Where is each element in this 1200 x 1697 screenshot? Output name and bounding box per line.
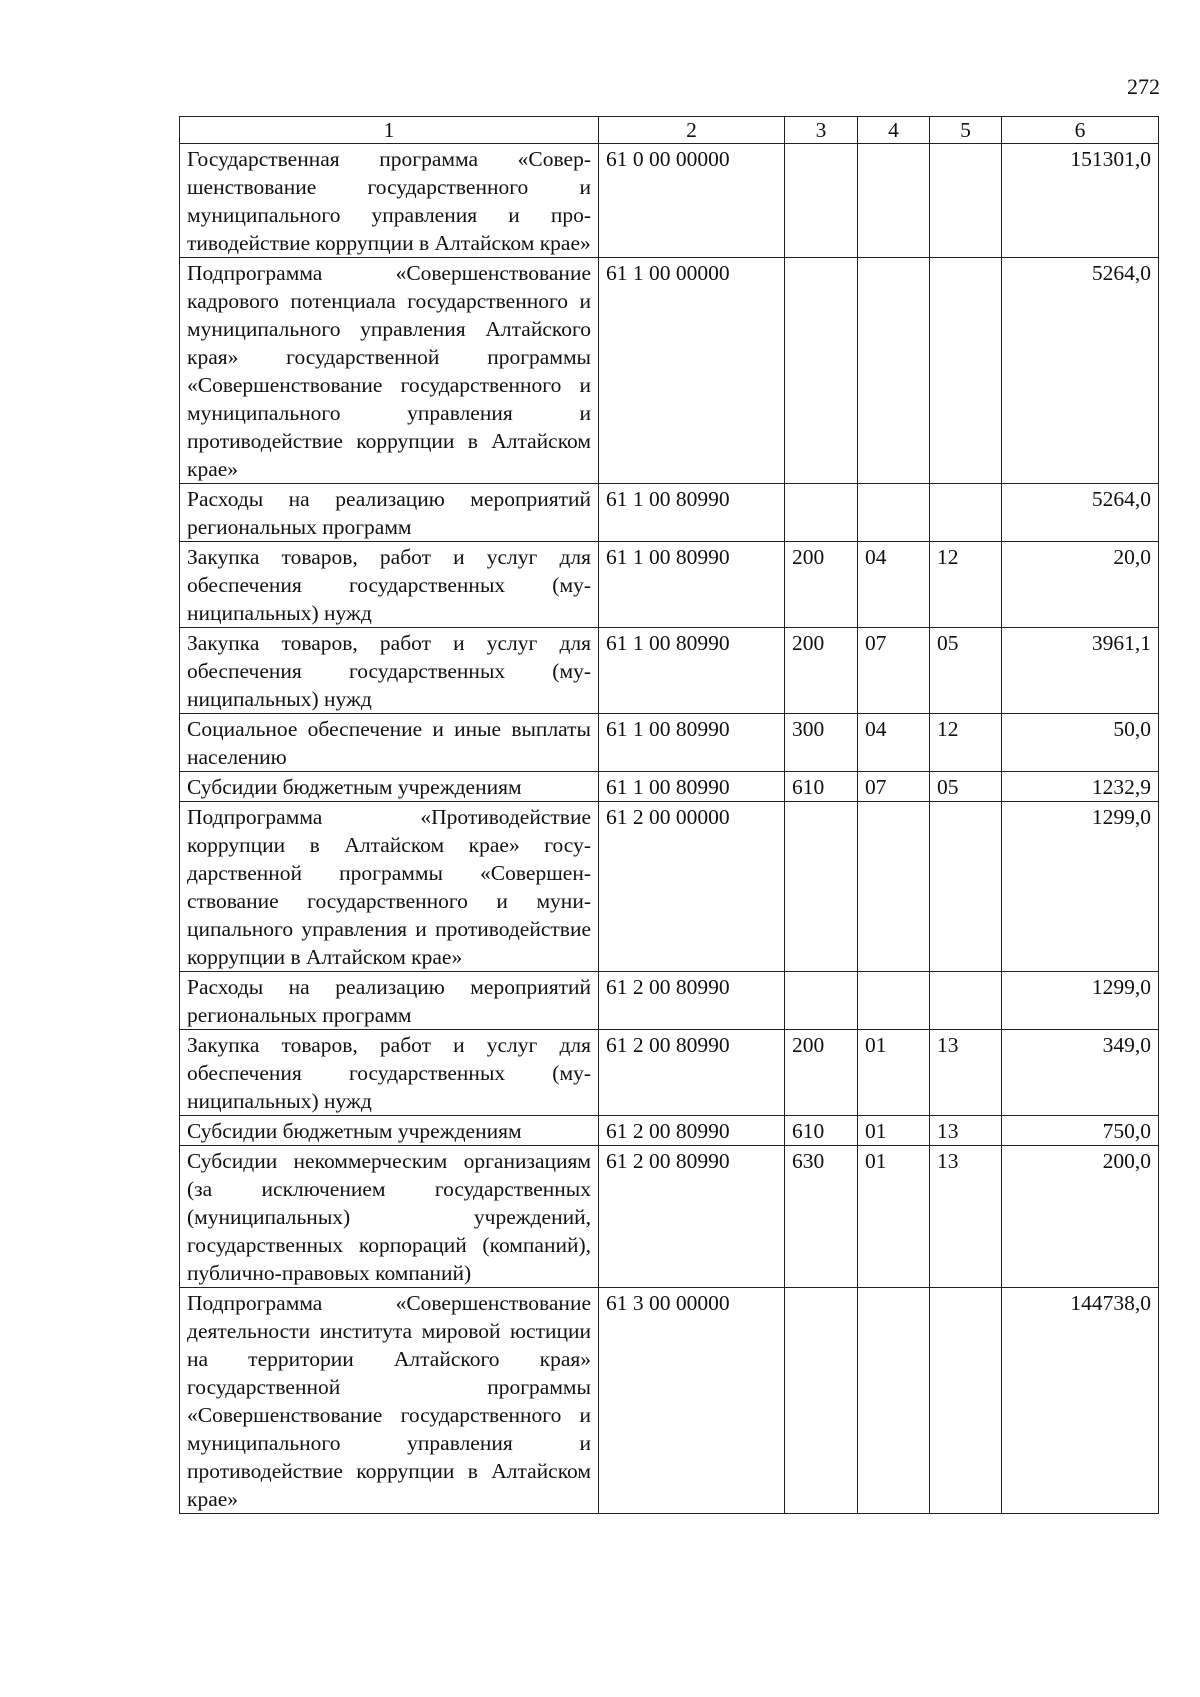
row-col4: 07 [858, 772, 930, 802]
row-code: 61 2 00 80990 [599, 1030, 785, 1116]
row-col3: 200 [785, 628, 858, 714]
row-code: 61 2 00 80990 [599, 1146, 785, 1288]
row-col4 [858, 484, 930, 542]
row-col3 [785, 484, 858, 542]
row-col3: 200 [785, 1030, 858, 1116]
row-amount: 20,0 [1002, 542, 1159, 628]
table-row [180, 1116, 1159, 1146]
row-name: Субсидии бюджетным учреждениям [180, 1116, 599, 1146]
row-code: 61 1 00 80990 [599, 714, 785, 772]
row-col3 [785, 1288, 858, 1514]
row-col5 [930, 484, 1002, 542]
row-col5: 12 [930, 714, 1002, 772]
row-col3 [785, 802, 858, 972]
row-code: 61 1 00 80990 [599, 772, 785, 802]
row-amount: 200,0 [1002, 1146, 1159, 1288]
table-row [180, 802, 1159, 972]
row-name: Закупка товаров, работ и услуг для обеспечения государственных (муниципальных) нужд [180, 1030, 599, 1116]
row-amount: 1299,0 [1002, 972, 1159, 1030]
table-row [180, 484, 1159, 542]
row-col4: 01 [858, 1146, 930, 1288]
row-name: Субсидии бюджетным учреждениям [180, 772, 599, 802]
row-name: Расходы на реализацию мероприятий региональных программ [180, 972, 599, 1030]
row-col4 [858, 972, 930, 1030]
row-col4: 01 [858, 1116, 930, 1146]
row-col4: 07 [858, 628, 930, 714]
column-header-1: 1 [180, 117, 599, 144]
row-col3: 630 [785, 1146, 858, 1288]
row-name: Подпрограмма «Противодействие коррупции в Алтайском крае» государственной программы «Совершенствование государственного и муниципального управления и противодействие коррупции в Алтайском крае» [180, 802, 599, 972]
table-row [180, 542, 1159, 628]
table-row [180, 628, 1159, 714]
column-header-2: 2 [599, 117, 785, 144]
row-col5 [930, 1288, 1002, 1514]
table-row [180, 972, 1159, 1030]
row-col3: 200 [785, 542, 858, 628]
row-name: Расходы на реализацию мероприятий региональных программ [180, 484, 599, 542]
row-col5: 13 [930, 1116, 1002, 1146]
row-col5 [930, 144, 1002, 258]
row-col5: 13 [930, 1030, 1002, 1116]
row-code: 61 1 00 80990 [599, 542, 785, 628]
table-row [180, 1030, 1159, 1116]
row-amount: 151301,0 [1002, 144, 1159, 258]
row-col3: 610 [785, 1116, 858, 1146]
row-col4: 01 [858, 1030, 930, 1116]
row-amount: 750,0 [1002, 1116, 1159, 1146]
row-amount: 3961,1 [1002, 628, 1159, 714]
row-amount: 5264,0 [1002, 258, 1159, 484]
row-col5 [930, 972, 1002, 1030]
table-row [180, 1146, 1159, 1288]
table-row [180, 144, 1159, 258]
header-row [180, 117, 1159, 144]
row-col3 [785, 972, 858, 1030]
row-name: Подпрограмма «Совершенствование кадрового потенциала государственного и муниципального управления Алтайского края» государственной программы «Совершенствование государственного и муниципального управления и противодействие коррупции в Алтайском крае» [180, 258, 599, 484]
table-row [180, 258, 1159, 484]
row-col4 [858, 802, 930, 972]
row-col5 [930, 258, 1002, 484]
row-col5: 05 [930, 772, 1002, 802]
row-name: Закупка товаров, работ и услуг для обеспечения государственных (муниципальных) нужд [180, 628, 599, 714]
row-col5: 05 [930, 628, 1002, 714]
row-code: 61 1 00 80990 [599, 628, 785, 714]
column-header-4: 4 [858, 117, 930, 144]
row-name: Государственная программа «Совершенствование государственного и муниципального управления и противодействие коррупции в Алтайском крае» [180, 144, 599, 258]
column-header-6: 6 [1002, 117, 1159, 144]
row-code: 61 0 00 00000 [599, 144, 785, 258]
row-amount: 5264,0 [1002, 484, 1159, 542]
table-row [180, 714, 1159, 772]
row-col4 [858, 1288, 930, 1514]
budget-table [179, 116, 1159, 1514]
row-col4 [858, 258, 930, 484]
row-col3: 610 [785, 772, 858, 802]
row-col4: 04 [858, 714, 930, 772]
page-number: 272 [1127, 74, 1160, 99]
row-col3 [785, 258, 858, 484]
row-name: Закупка товаров, работ и услуг для обеспечения государственных (муниципальных) нужд [180, 542, 599, 628]
row-amount: 1232,9 [1002, 772, 1159, 802]
row-col5: 13 [930, 1146, 1002, 1288]
row-col5: 12 [930, 542, 1002, 628]
row-col3 [785, 144, 858, 258]
column-header-3: 3 [785, 117, 858, 144]
column-header-5: 5 [930, 117, 1002, 144]
row-code: 61 2 00 00000 [599, 802, 785, 972]
row-code: 61 2 00 80990 [599, 1116, 785, 1146]
table-row [180, 1288, 1159, 1514]
row-code: 61 1 00 00000 [599, 258, 785, 484]
row-name: Субсидии некоммерческим организациям (за исключением государственных (муниципальных) учреждений, государственных корпораций (компаний), публично-правовых компаний) [180, 1146, 599, 1288]
row-col4 [858, 144, 930, 258]
row-amount: 1299,0 [1002, 802, 1159, 972]
row-amount: 144738,0 [1002, 1288, 1159, 1514]
row-col4: 04 [858, 542, 930, 628]
row-name: Подпрограмма «Совершенствование деятельности института мировой юстиции на территории Алтайского края» государственной программы «Совершенствование государственного и муниципального управления и противодействие коррупции в Алтайском крае» [180, 1288, 599, 1514]
row-col3: 300 [785, 714, 858, 772]
row-col5 [930, 802, 1002, 972]
row-code: 61 3 00 00000 [599, 1288, 785, 1514]
row-code: 61 1 00 80990 [599, 484, 785, 542]
table-row [180, 772, 1159, 802]
row-name: Социальное обеспечение и иные выплаты населению [180, 714, 599, 772]
row-amount: 50,0 [1002, 714, 1159, 772]
row-amount: 349,0 [1002, 1030, 1159, 1116]
row-code: 61 2 00 80990 [599, 972, 785, 1030]
